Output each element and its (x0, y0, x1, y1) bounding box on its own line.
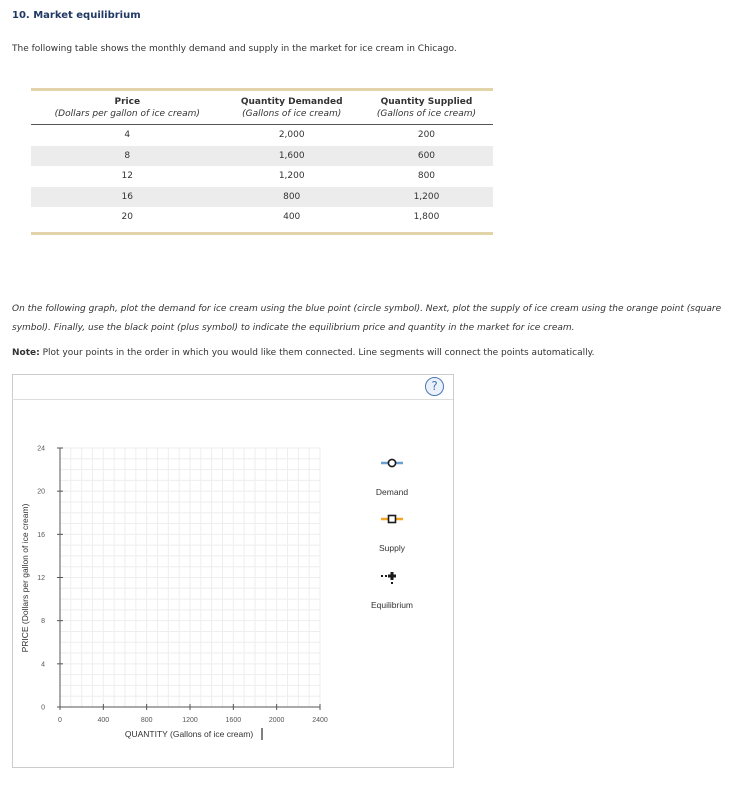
quantity-demanded-cell: 1,200 (278, 171, 305, 182)
plot-tool-palette[interactable] (371, 459, 413, 610)
dot-icon (391, 582, 393, 584)
graph-instructions: On the following graph, plot the demand for ice cream using the blue point (circle symbol). Next, plot the supply of ice cream using the orange point (square symbol). Finally, use the black point (plus symbol) to indicate the equilibrium price and quantity in the market for ice cream. (12, 304, 722, 333)
legend-label: Supply (379, 543, 405, 553)
price-cell: 8 (31, 146, 224, 167)
y-tick-label: 0 (41, 704, 45, 712)
x-tick-label: 2400 (312, 717, 328, 724)
price-header: Price (114, 97, 141, 107)
quantity-supplied-cell: 600 (360, 146, 493, 167)
x-tick-label: 2000 (268, 717, 285, 724)
x-tick-label: 0 (58, 717, 62, 724)
price-cell: 12 (121, 171, 133, 182)
note-body: Plot your points in the order in which you would like them connected. Line segments will connect the points automatically. (42, 348, 595, 358)
page-title: 10. Market equilibrium (12, 10, 141, 21)
note-label: Note: (12, 348, 40, 358)
x-tick-label: 1200 (182, 717, 198, 724)
y-axis-title: PRICE (Dollars per gallon of ice cream) (20, 503, 30, 653)
quantity-supplied-cell: 1,200 (360, 187, 493, 208)
price-cell: 4 (124, 130, 131, 141)
quantity-supplied-cell: 200 (417, 130, 436, 141)
quantity-demanded-unit: (Gallons of ice cream) (224, 107, 360, 125)
supply-tool[interactable] (379, 516, 406, 554)
circle-icon (388, 459, 395, 466)
legend-label: Equilibrium (370, 600, 414, 610)
question-mark-icon[interactable]: ? (425, 377, 444, 396)
quantity-demanded-cell: 1,600 (224, 146, 360, 167)
quantity-demanded-header: Quantity Demanded (240, 97, 343, 107)
y-tick-label: 8 (41, 618, 45, 626)
intro-text: The following table shows the monthly demand and supply in the market for ice cream in Chicago. (12, 44, 457, 54)
x-axis-title: QUANTITY (Gallons of ice cream) (124, 729, 254, 739)
y-tick-label: 12 (37, 575, 45, 582)
quantity-supplied-cell: 800 (417, 171, 436, 182)
plus-icon (391, 572, 394, 580)
grid (60, 448, 320, 707)
price-cell: 16 (31, 187, 224, 208)
square-icon (389, 516, 396, 523)
dot-icon (385, 575, 387, 577)
demand-tool[interactable] (376, 459, 408, 497)
quantity-demanded-cell: 400 (283, 212, 301, 223)
quantity-demanded-cell: 800 (224, 187, 360, 208)
quantity-demanded-cell: 2,000 (278, 130, 305, 141)
y-tick-label: 4 (41, 661, 45, 669)
dot-icon (381, 575, 383, 577)
x-tick-label: 1600 (225, 717, 242, 724)
y-tick-label: 16 (37, 531, 45, 539)
x-tick-label: 400 (97, 717, 110, 724)
quantity-supplied-unit: (Gallons of ice cream) (360, 107, 493, 125)
y-tick-label: 24 (37, 445, 45, 453)
price-cell: 20 (121, 212, 133, 223)
equilibrium-tool[interactable] (371, 572, 413, 610)
quantity-supplied-header: Quantity Supplied (380, 97, 473, 107)
quantity-supplied-cell: 1,800 (413, 212, 440, 223)
tick-labels (37, 446, 328, 725)
y-tick-label: 20 (37, 488, 45, 496)
price-unit: (Dollars per gallon of ice cream) (31, 107, 224, 125)
x-tick-label: 800 (140, 717, 153, 724)
legend-label: Demand (375, 487, 409, 497)
